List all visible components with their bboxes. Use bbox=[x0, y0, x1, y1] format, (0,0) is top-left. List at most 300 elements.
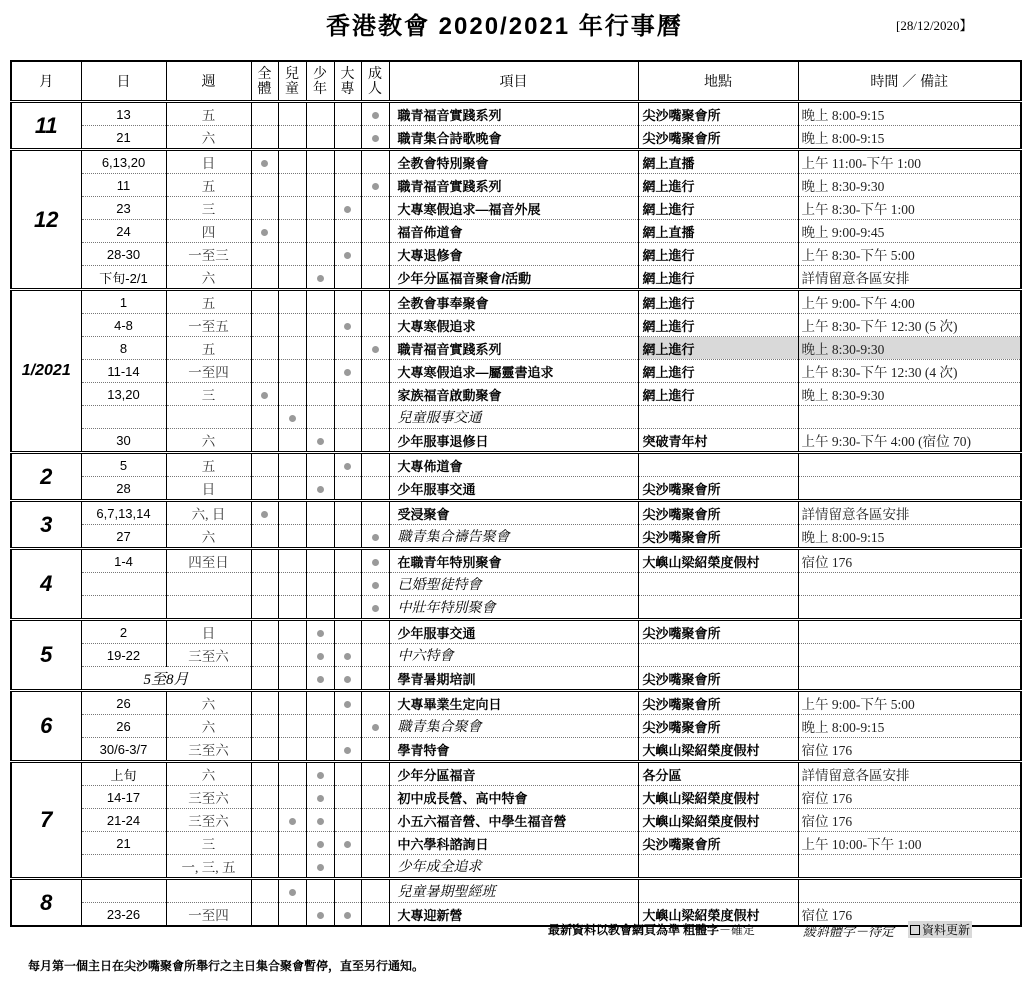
participation-dot bbox=[344, 701, 351, 708]
event-day: 26 bbox=[81, 691, 166, 715]
event-row bbox=[11, 762, 1021, 786]
event-time-notes: 晚上 8:00-9:15 bbox=[798, 715, 1021, 738]
event-day: 1-4 bbox=[81, 549, 166, 573]
event-item: 中六特會 bbox=[389, 644, 638, 667]
audience-adult bbox=[361, 762, 389, 786]
audience-college bbox=[334, 383, 361, 406]
calendar-table bbox=[10, 60, 1022, 927]
event-item: 少年成全追求 bbox=[389, 855, 638, 879]
event-weekday: 六 bbox=[166, 429, 251, 453]
event-row bbox=[11, 879, 1021, 903]
event-item: 已婚聖徒特會 bbox=[389, 573, 638, 596]
audience-all bbox=[251, 429, 278, 453]
event-weekday: 一至四 bbox=[166, 903, 251, 927]
participation-dot bbox=[317, 864, 324, 871]
event-time-notes: 宿位 176 bbox=[798, 809, 1021, 832]
event-weekday: 六 bbox=[166, 266, 251, 290]
audience-adult bbox=[361, 809, 389, 832]
event-item: 大專迎新營 bbox=[389, 903, 638, 927]
audience-college bbox=[334, 715, 361, 738]
month-label: 11 bbox=[11, 102, 81, 150]
audience-adult bbox=[361, 879, 389, 903]
event-item: 職青福音實踐系列 bbox=[389, 337, 638, 360]
participation-dot bbox=[317, 795, 324, 802]
event-time-notes bbox=[798, 667, 1021, 691]
audience-college bbox=[334, 290, 361, 314]
event-time-notes: 晚上 8:30-9:30 bbox=[798, 337, 1021, 360]
event-venue: 各分區 bbox=[638, 762, 798, 786]
audience-children bbox=[278, 383, 306, 406]
audience-all bbox=[251, 525, 278, 549]
event-item: 全教會事奉聚會 bbox=[389, 290, 638, 314]
event-venue: 網上直播 bbox=[638, 150, 798, 174]
audience-college bbox=[334, 691, 361, 715]
event-item: 少年分區福音 bbox=[389, 762, 638, 786]
header-youth bbox=[306, 61, 334, 102]
audience-college bbox=[334, 197, 361, 220]
event-row bbox=[11, 738, 1021, 762]
audience-youth bbox=[306, 220, 334, 243]
audience-youth bbox=[306, 150, 334, 174]
event-row bbox=[11, 102, 1021, 126]
event-date-range: 5至8月 bbox=[81, 667, 251, 691]
event-day: 23-26 bbox=[81, 903, 166, 927]
participation-dot bbox=[372, 605, 379, 612]
audience-all bbox=[251, 620, 278, 644]
audience-adult bbox=[361, 126, 389, 150]
audience-college bbox=[334, 360, 361, 383]
page-title: 香港教會 2020/2021 年行事曆 bbox=[326, 13, 683, 40]
audience-all bbox=[251, 220, 278, 243]
audience-children bbox=[278, 290, 306, 314]
audience-adult bbox=[361, 903, 389, 927]
event-weekday: 三 bbox=[166, 832, 251, 855]
participation-dot bbox=[372, 112, 379, 119]
event-venue: 網上進行 bbox=[638, 266, 798, 290]
header-row bbox=[11, 61, 1021, 102]
audience-youth bbox=[306, 809, 334, 832]
event-time-notes: 上午 8:30-下午 5:00 bbox=[798, 243, 1021, 266]
event-row bbox=[11, 525, 1021, 549]
event-item: 大專寒假追求—屬靈書追求 bbox=[389, 360, 638, 383]
audience-children bbox=[278, 715, 306, 738]
participation-dot bbox=[344, 841, 351, 848]
participation-dot bbox=[289, 889, 296, 896]
event-item: 大專寒假追求 bbox=[389, 314, 638, 337]
event-item: 受浸聚會 bbox=[389, 501, 638, 525]
participation-dot bbox=[344, 747, 351, 754]
audience-adult bbox=[361, 406, 389, 429]
audience-college bbox=[334, 549, 361, 573]
participation-dot bbox=[372, 582, 379, 589]
audience-youth bbox=[306, 832, 334, 855]
participation-dot bbox=[344, 653, 351, 660]
audience-adult bbox=[361, 667, 389, 691]
event-time-notes: 上午 10:00-下午 1:00 bbox=[798, 832, 1021, 855]
audience-youth bbox=[306, 855, 334, 879]
header-all-label: 全體 bbox=[257, 65, 272, 96]
audience-all bbox=[251, 691, 278, 715]
header-children bbox=[278, 61, 306, 102]
audience-adult bbox=[361, 243, 389, 266]
event-day: 30 bbox=[81, 429, 166, 453]
event-weekday bbox=[166, 596, 251, 620]
event-weekday: 三至六 bbox=[166, 809, 251, 832]
event-row bbox=[11, 174, 1021, 197]
event-row bbox=[11, 126, 1021, 150]
event-weekday: 日 bbox=[166, 150, 251, 174]
audience-college bbox=[334, 809, 361, 832]
audience-all bbox=[251, 266, 278, 290]
event-venue bbox=[638, 573, 798, 596]
audience-adult bbox=[361, 738, 389, 762]
legend-updated bbox=[908, 921, 972, 938]
audience-adult bbox=[361, 620, 389, 644]
audience-all bbox=[251, 314, 278, 337]
event-day: 11 bbox=[81, 174, 166, 197]
month-label: 7 bbox=[11, 762, 81, 879]
audience-all bbox=[251, 337, 278, 360]
participation-dot bbox=[289, 415, 296, 422]
audience-college bbox=[334, 762, 361, 786]
audience-all bbox=[251, 453, 278, 477]
event-item: 職青集合禱告聚會 bbox=[389, 525, 638, 549]
event-day: 26 bbox=[81, 715, 166, 738]
event-weekday: 四 bbox=[166, 220, 251, 243]
audience-college bbox=[334, 429, 361, 453]
audience-children bbox=[278, 477, 306, 501]
participation-dot bbox=[261, 511, 268, 518]
event-row bbox=[11, 620, 1021, 644]
event-time-notes: 詳情留意各區安排 bbox=[798, 501, 1021, 525]
event-row bbox=[11, 855, 1021, 879]
audience-all bbox=[251, 855, 278, 879]
participation-dot bbox=[261, 229, 268, 236]
audience-all bbox=[251, 360, 278, 383]
participation-dot bbox=[372, 183, 379, 190]
month-label: 3 bbox=[11, 501, 81, 549]
event-day bbox=[81, 855, 166, 879]
calendar-body bbox=[11, 102, 1021, 927]
event-venue: 尖沙嘴聚會所 bbox=[638, 126, 798, 150]
event-row bbox=[11, 644, 1021, 667]
audience-adult bbox=[361, 150, 389, 174]
participation-dot bbox=[372, 534, 379, 541]
event-item: 少年服事交通 bbox=[389, 477, 638, 501]
audience-all bbox=[251, 762, 278, 786]
event-time-notes: 晚上 8:30-9:30 bbox=[798, 174, 1021, 197]
event-day: 1 bbox=[81, 290, 166, 314]
event-day: 下旬-2/1 bbox=[81, 266, 166, 290]
audience-youth bbox=[306, 126, 334, 150]
event-time-notes bbox=[798, 477, 1021, 501]
event-day: 21-24 bbox=[81, 809, 166, 832]
audience-children bbox=[278, 596, 306, 620]
event-row bbox=[11, 243, 1021, 266]
event-time-notes: 晚上 8:30-9:30 bbox=[798, 383, 1021, 406]
audience-college bbox=[334, 243, 361, 266]
event-venue: 網上進行 bbox=[638, 243, 798, 266]
audience-college bbox=[334, 879, 361, 903]
audience-adult bbox=[361, 477, 389, 501]
event-weekday: 五 bbox=[166, 290, 251, 314]
event-time-notes bbox=[798, 573, 1021, 596]
event-day: 8 bbox=[81, 337, 166, 360]
header-college bbox=[334, 61, 361, 102]
event-venue: 尖沙嘴聚會所 bbox=[638, 477, 798, 501]
audience-adult bbox=[361, 855, 389, 879]
participation-dot bbox=[344, 676, 351, 683]
event-row bbox=[11, 573, 1021, 596]
event-row bbox=[11, 667, 1021, 691]
audience-all bbox=[251, 549, 278, 573]
event-time-notes: 晚上 8:00-9:15 bbox=[798, 102, 1021, 126]
event-venue: 尖沙嘴聚會所 bbox=[638, 667, 798, 691]
participation-dot bbox=[261, 392, 268, 399]
audience-all bbox=[251, 738, 278, 762]
event-day: 11-14 bbox=[81, 360, 166, 383]
audience-college bbox=[334, 644, 361, 667]
header-day: 日 bbox=[81, 61, 166, 102]
participation-dot bbox=[372, 559, 379, 566]
event-item: 全教會特別聚會 bbox=[389, 150, 638, 174]
audience-youth bbox=[306, 406, 334, 429]
audience-children bbox=[278, 691, 306, 715]
event-venue: 尖沙嘴聚會所 bbox=[638, 102, 798, 126]
legend-bold-meaning: －確定 bbox=[719, 923, 756, 937]
event-weekday: 一至四 bbox=[166, 360, 251, 383]
audience-children bbox=[278, 174, 306, 197]
participation-dot bbox=[317, 772, 324, 779]
header-month: 月 bbox=[11, 61, 81, 102]
participation-dot bbox=[344, 206, 351, 213]
event-time-notes: 宿位 176 bbox=[798, 903, 1021, 927]
participation-dot bbox=[317, 841, 324, 848]
legend-italic-label: 緩斜體字 bbox=[803, 924, 856, 939]
audience-youth bbox=[306, 879, 334, 903]
event-item: 家族福音啟動聚會 bbox=[389, 383, 638, 406]
event-time-notes bbox=[798, 879, 1021, 903]
event-weekday bbox=[166, 406, 251, 429]
audience-children bbox=[278, 573, 306, 596]
event-venue: 網上直播 bbox=[638, 220, 798, 243]
audience-college bbox=[334, 453, 361, 477]
audience-all bbox=[251, 596, 278, 620]
event-weekday: 三 bbox=[166, 383, 251, 406]
audience-college bbox=[334, 102, 361, 126]
event-time-notes: 上午 9:30-下午 4:00 (宿位 70) bbox=[798, 429, 1021, 453]
event-row bbox=[11, 453, 1021, 477]
event-item: 小五六福音營、中學生福音營 bbox=[389, 809, 638, 832]
event-weekday: 五 bbox=[166, 102, 251, 126]
event-item: 中六學科諮詢日 bbox=[389, 832, 638, 855]
audience-all bbox=[251, 150, 278, 174]
audience-youth bbox=[306, 738, 334, 762]
event-row bbox=[11, 832, 1021, 855]
event-venue: 網上進行 bbox=[638, 360, 798, 383]
audience-children bbox=[278, 406, 306, 429]
audience-all bbox=[251, 667, 278, 691]
month-label: 8 bbox=[11, 879, 81, 927]
audience-children bbox=[278, 855, 306, 879]
participation-dot bbox=[317, 912, 324, 919]
event-venue: 尖沙嘴聚會所 bbox=[638, 715, 798, 738]
audience-adult bbox=[361, 501, 389, 525]
month-label: 6 bbox=[11, 691, 81, 762]
participation-dot bbox=[317, 630, 324, 637]
audience-youth bbox=[306, 102, 334, 126]
event-row bbox=[11, 266, 1021, 290]
audience-children bbox=[278, 501, 306, 525]
event-venue: 尖沙嘴聚會所 bbox=[638, 501, 798, 525]
audience-youth bbox=[306, 667, 334, 691]
event-time-notes: 上午 8:30-下午 1:00 bbox=[798, 197, 1021, 220]
event-venue: 網上進行 bbox=[638, 290, 798, 314]
event-row bbox=[11, 150, 1021, 174]
event-row bbox=[11, 314, 1021, 337]
legend-bold bbox=[683, 921, 755, 938]
audience-youth bbox=[306, 266, 334, 290]
audience-adult bbox=[361, 573, 389, 596]
event-venue: 網上進行 bbox=[638, 197, 798, 220]
audience-children bbox=[278, 314, 306, 337]
event-item: 學青特會 bbox=[389, 738, 638, 762]
event-time-notes: 晚上 8:00-9:15 bbox=[798, 525, 1021, 549]
audience-college bbox=[334, 525, 361, 549]
audience-all bbox=[251, 573, 278, 596]
event-venue: 大嶼山梁紹榮度假村 bbox=[638, 549, 798, 573]
audience-college bbox=[334, 832, 361, 855]
audience-all bbox=[251, 644, 278, 667]
audience-adult bbox=[361, 337, 389, 360]
header-adult bbox=[361, 61, 389, 102]
event-weekday: 三至六 bbox=[166, 786, 251, 809]
event-day: 27 bbox=[81, 525, 166, 549]
event-day bbox=[81, 406, 166, 429]
event-time-notes bbox=[798, 620, 1021, 644]
event-item: 大專畢業生定向日 bbox=[389, 691, 638, 715]
event-venue: 尖沙嘴聚會所 bbox=[638, 525, 798, 549]
participation-dot bbox=[317, 676, 324, 683]
audience-college bbox=[334, 855, 361, 879]
audience-children bbox=[278, 762, 306, 786]
audience-youth bbox=[306, 715, 334, 738]
event-time-notes: 上午 8:30-下午 12:30 (4 次) bbox=[798, 360, 1021, 383]
event-day: 5 bbox=[81, 453, 166, 477]
event-venue bbox=[638, 453, 798, 477]
audience-youth bbox=[306, 174, 334, 197]
audience-all bbox=[251, 243, 278, 266]
event-day: 28-30 bbox=[81, 243, 166, 266]
audience-adult bbox=[361, 220, 389, 243]
event-venue: 突破青年村 bbox=[638, 429, 798, 453]
month-label: 5 bbox=[11, 620, 81, 691]
event-time-notes bbox=[798, 855, 1021, 879]
event-day: 19-22 bbox=[81, 644, 166, 667]
event-row bbox=[11, 220, 1021, 243]
event-weekday: 六 bbox=[166, 762, 251, 786]
audience-youth bbox=[306, 762, 334, 786]
audience-adult bbox=[361, 525, 389, 549]
event-day: 21 bbox=[81, 126, 166, 150]
header-weekday: 週 bbox=[166, 61, 251, 102]
audience-college bbox=[334, 903, 361, 927]
event-row bbox=[11, 501, 1021, 525]
event-item: 少年分區福音聚會/活動 bbox=[389, 266, 638, 290]
event-venue: 尖沙嘴聚會所 bbox=[638, 620, 798, 644]
event-item: 職青福音實踐系列 bbox=[389, 174, 638, 197]
audience-college bbox=[334, 266, 361, 290]
legend-bold-label: 粗體字 bbox=[683, 923, 720, 937]
audience-youth bbox=[306, 596, 334, 620]
audience-youth bbox=[306, 337, 334, 360]
audience-children bbox=[278, 429, 306, 453]
event-venue: 大嶼山梁紹榮度假村 bbox=[638, 809, 798, 832]
header-all bbox=[251, 61, 278, 102]
event-weekday: 五 bbox=[166, 453, 251, 477]
event-weekday: 三 bbox=[166, 197, 251, 220]
audience-all bbox=[251, 174, 278, 197]
event-item: 兒童服事交通 bbox=[389, 406, 638, 429]
audience-youth bbox=[306, 290, 334, 314]
participation-dot bbox=[344, 463, 351, 470]
audience-college bbox=[334, 620, 361, 644]
event-time-notes: 宿位 176 bbox=[798, 549, 1021, 573]
audience-adult bbox=[361, 360, 389, 383]
event-item: 福音佈道會 bbox=[389, 220, 638, 243]
event-row bbox=[11, 197, 1021, 220]
event-time-notes bbox=[798, 596, 1021, 620]
audience-children bbox=[278, 738, 306, 762]
event-day bbox=[81, 879, 166, 903]
event-weekday: 一至五 bbox=[166, 314, 251, 337]
audience-college bbox=[334, 406, 361, 429]
audience-youth bbox=[306, 573, 334, 596]
participation-dot bbox=[344, 323, 351, 330]
event-weekday: 日 bbox=[166, 620, 251, 644]
event-item: 初中成長營、高中特會 bbox=[389, 786, 638, 809]
audience-college bbox=[334, 150, 361, 174]
event-time-notes: 晚上 8:00-9:15 bbox=[798, 126, 1021, 150]
audience-college bbox=[334, 738, 361, 762]
event-item: 職青集合詩歌晚會 bbox=[389, 126, 638, 150]
event-weekday: 三至六 bbox=[166, 738, 251, 762]
event-weekday bbox=[166, 573, 251, 596]
event-weekday: 四至日 bbox=[166, 549, 251, 573]
audience-children bbox=[278, 102, 306, 126]
audience-youth bbox=[306, 243, 334, 266]
participation-dot bbox=[372, 346, 379, 353]
event-day: 28 bbox=[81, 477, 166, 501]
footnote: 每月第一個主日在尖沙嘴聚會所舉行之主日集合聚會暫停，直至另行通知。 bbox=[28, 959, 425, 973]
event-day bbox=[81, 573, 166, 596]
audience-adult bbox=[361, 832, 389, 855]
audience-youth bbox=[306, 644, 334, 667]
audience-college bbox=[334, 477, 361, 501]
month-label: 12 bbox=[11, 150, 81, 290]
audience-adult bbox=[361, 429, 389, 453]
event-venue: 網上進行 bbox=[638, 383, 798, 406]
audience-youth bbox=[306, 525, 334, 549]
audience-youth bbox=[306, 429, 334, 453]
event-day: 24 bbox=[81, 220, 166, 243]
audience-adult bbox=[361, 596, 389, 620]
audience-college bbox=[334, 596, 361, 620]
audience-youth bbox=[306, 903, 334, 927]
participation-dot bbox=[261, 160, 268, 167]
event-row bbox=[11, 429, 1021, 453]
participation-dot bbox=[289, 818, 296, 825]
